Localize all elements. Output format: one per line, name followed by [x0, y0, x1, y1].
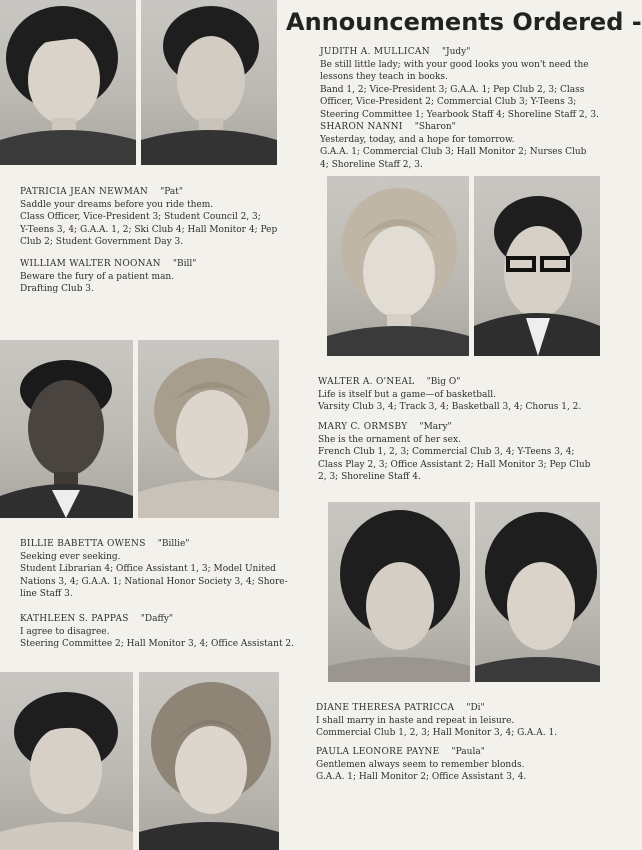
- student-nickname: "Mary": [419, 422, 452, 432]
- student-nickname: "Sharon": [414, 122, 456, 132]
- activities-line: Varsity Club 3, 4; Track 3, 4; Basketball 3, 4; Chorus 1, 2.: [318, 402, 582, 412]
- portrait-photo-owens: [0, 340, 133, 518]
- motto-line: Saddle your dreams before you ride them.: [20, 199, 214, 210]
- student-name: MARY C. ORMSBY: [318, 422, 408, 432]
- activities-line: Drafting Club 3.: [20, 284, 94, 294]
- activities-line: Steering Committee 1; Yearbook Staff 4; Shoreline Staff 2, 3.: [320, 109, 599, 120]
- portrait-photo-newman: [0, 0, 136, 165]
- entry-pappas: [20, 613, 320, 651]
- portrait-photo-bottom-right: [139, 672, 279, 850]
- motto-line: She is the ornament of her sex.: [318, 434, 461, 445]
- motto-line: I shall marry in haste and repeat in leisure.: [316, 715, 515, 726]
- motto-line: I agree to disagree.: [20, 626, 110, 637]
- activities-line: Class Play 2, 3; Office Assistant 2; Hall Monitor 3; Pep Club: [318, 459, 591, 470]
- student-nickname: "Judy": [441, 47, 471, 57]
- activities-line: Class Officer, Vice-President 3; Student Council 2, 3;: [20, 212, 261, 222]
- entry-mullican: [320, 46, 600, 171]
- student-name: PATRICIA JEAN NEWMAN: [20, 187, 149, 197]
- activities-line: Commercial Club 1, 2, 3; Hall Monitor 3, 4; G.A.A. 1.: [316, 728, 558, 738]
- activities-line: G.A.A. 1; Commercial Club 3; Hall Monitor 2; Nurses Club: [320, 147, 587, 157]
- student-nickname: "Pat": [160, 187, 183, 197]
- student-name: WALTER A. O'NEAL: [318, 377, 415, 387]
- activities-line: Student Librarian 4; Office Assistant 1, 3; Model United: [20, 564, 276, 574]
- portrait-photo-oneal: [327, 176, 469, 356]
- activities-line: French Club 1, 2, 3; Commercial Club 3, 4; Y-Teens 3, 4;: [318, 447, 575, 457]
- motto-line: Seeking ever seeking.: [20, 551, 121, 562]
- page-title: Announcements Ordered -: [286, 8, 642, 36]
- portrait-photo-patricca: [328, 502, 470, 682]
- student-nickname: "Billie": [157, 539, 190, 549]
- student-nickname: "Big O": [426, 377, 461, 387]
- activities-line: line Staff 3.: [20, 589, 73, 599]
- student-nickname: "Bill": [172, 259, 197, 269]
- activities-line: 4; Shoreline Staff 2, 3.: [320, 159, 423, 170]
- portrait-photo-noonan: [141, 0, 277, 165]
- entry-payne: [316, 746, 600, 784]
- student-nickname: "Daffy": [140, 614, 174, 624]
- motto-line: Yesterday, today, and a hope for tomorrow.: [320, 134, 515, 145]
- entry-noonan: [20, 258, 320, 296]
- student-nickname: "Paula": [451, 747, 485, 757]
- student-name: JUDITH A. MULLICAN: [320, 47, 430, 57]
- student-nickname: "Di": [466, 703, 485, 713]
- activities-line: Y-Teens 3, 4; G.A.A. 1, 2; Ski Club 4; Hall Monitor 4; Pep: [20, 224, 278, 235]
- motto-line: Gentlemen always seem to remember blonds.: [316, 759, 525, 770]
- activities-line: 2, 3; Shoreline Staff 4.: [318, 472, 421, 482]
- activities-line: G.A.A. 1; Hall Monitor 2; Office Assistant 3, 4.: [316, 772, 527, 782]
- student-name: SHARON NANNI: [320, 122, 403, 132]
- student-name: WILLIAM WALTER NOONAN: [20, 259, 161, 269]
- entry-oneal: [318, 376, 600, 414]
- entry-ormsby: [318, 421, 600, 484]
- activities-line: Nations 3, 4; G.A.A. 1; National Honor Society 3, 4; Shore-: [20, 576, 288, 587]
- activities-line: Band 1, 2; Vice-President 3; G.A.A. 1; Pep Club 2, 3; Class: [320, 84, 585, 95]
- motto-line: Beware the fury of a patient man.: [20, 271, 175, 282]
- activities-line: Club 2; Student Government Day 3.: [20, 237, 184, 247]
- motto-line: lessons they teach in books.: [320, 72, 448, 82]
- activities-line: Officer, Vice-President 2; Commercial Club 3; Y-Teens 3;: [320, 97, 577, 107]
- entry-patricca: [316, 702, 600, 740]
- activities-line: Steering Committee 2; Hall Monitor 3, 4; Office Assistant 2.: [20, 639, 295, 649]
- portrait-photo-pappas: [138, 340, 279, 518]
- motto-line: Be still little lady; with your good looks you won't need the: [320, 59, 589, 70]
- entry-newman: [20, 186, 320, 249]
- student-name: DIANE THERESA PATRICCA: [316, 703, 455, 713]
- portrait-photo-payne: [475, 502, 600, 682]
- student-name: BILLIE BABETTA OWENS: [20, 539, 146, 549]
- motto-line: Life is itself but a game—of basketball.: [318, 389, 496, 400]
- student-name: PAULA LEONORE PAYNE: [316, 747, 440, 757]
- portrait-photo-bottom-left: [0, 672, 133, 850]
- entry-owens: [20, 538, 320, 601]
- student-name: KATHLEEN S. PAPPAS: [20, 614, 129, 624]
- portrait-photo-ormsby: [474, 176, 600, 356]
